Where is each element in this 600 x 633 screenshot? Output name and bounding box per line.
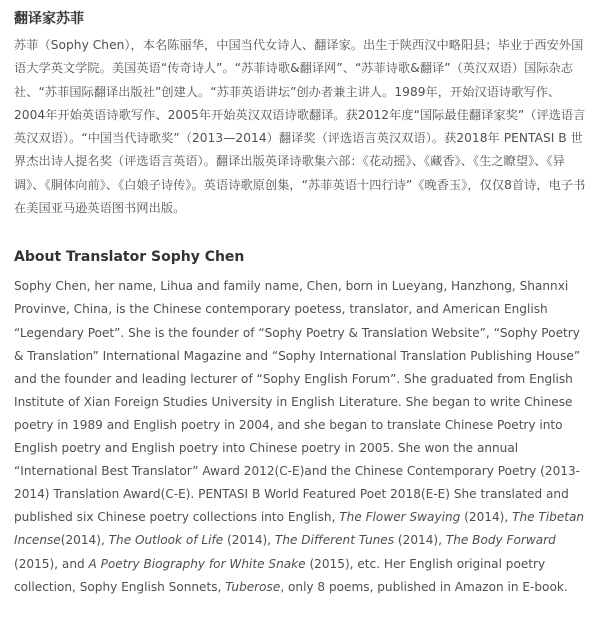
bio-text: (2015), and — [14, 556, 89, 571]
bio-text: (2014), — [60, 533, 109, 548]
bio-text: (2014), — [460, 510, 513, 525]
bio-text: , only 8 poems, published in Amazon in E-book. — [280, 579, 568, 594]
chinese-bio-paragraph: 苏菲（Sophy Chen），本名陈丽华，中国当代女诗人、翻译家。出生于陕西汉中略阳县；毕业于西安外国语大学英文学院。美国英语“传奇诗人”。“苏菲诗歌&翻译网”、“苏菲诗歌&翻译”（英汉双语）国际杂志社、“苏菲国际翻译出版社”创建人。“苏菲英语讲坛”创办者兼主讲人。1989年，开始汉语诗歌写作、2004年开始英语诗歌写作、2005年开始英汉双语诗歌翻译。获2012年度“国际最佳翻译家奖”（评选语言英汉双语）。“中国当代诗歌奖”（2013—2014）翻译奖（评选语言英汉双语）。获2018年 PENTASI B 世界杰出诗人提名奖（评选语言英语）。翻译出版英译诗歌集六部：《花动摇》、《藏香》、《生之瞭望》、《异调》、《胴体向前》、《白娘子诗传》。英语诗歌原创集，“苏菲英语十四行诗”《晚香玉》，仅仅8首诗，电子书在美国亚马逊英语图书网出版。 — [14, 38, 586, 216]
book-title: The Body Forward — [445, 533, 556, 548]
book-title: The Different Tunes — [274, 533, 395, 548]
book-title: A Poetry Biography for White Snake — [88, 556, 306, 571]
bio-text: Sophy Chen, her name, Lihua and family name, Chen, born in Lueyang, Hanzhong, Shannxi Provinve, China, is the Chinese contemporary poetess, translator, and American English “Legendary Poet”. She is the founder of “Sophy Poetry & Translation Website”, “Sophy Poetry & Translation” International Magazine and “Sophy International Translation Publishing House” and the founder and leading lecturer of “Sophy English Forum”. She graduated from English Institute of Xian Foreign Studies University in English Literature. She began to write Chinese poetry in 1989 and English poetry in 2004, and she began to translate Chinese Poetry into English poetry and English poetry into Chinese poetry in 2005. She won the annual “International Best Translator” Award 2012(C-E)and the Chinese Contemporary Poetry (2013-2014) Translation Award(C-E). PENTASI B World Featured Poet 2018(E-E) She translated and published six Chinese poetry collections into English, — [14, 279, 581, 525]
english-bio-paragraph — [14, 275, 586, 598]
bio-text: (2014), — [394, 533, 446, 548]
book-title: The Tibetan Incense — [14, 510, 585, 548]
book-title: The Outlook of Life — [108, 533, 224, 548]
chinese-section-title: 翻译家苏菲 — [14, 11, 84, 27]
bio-text: (2015), etc. Her English original poetry collection, Sophy English Sonnets, — [14, 556, 546, 594]
bio-text: (2014), — [223, 533, 275, 548]
book-title: Tuberose — [225, 579, 281, 594]
english-section-title: About Translator Sophy Chen — [14, 249, 245, 266]
book-title: The Flower Swaying — [339, 510, 461, 525]
